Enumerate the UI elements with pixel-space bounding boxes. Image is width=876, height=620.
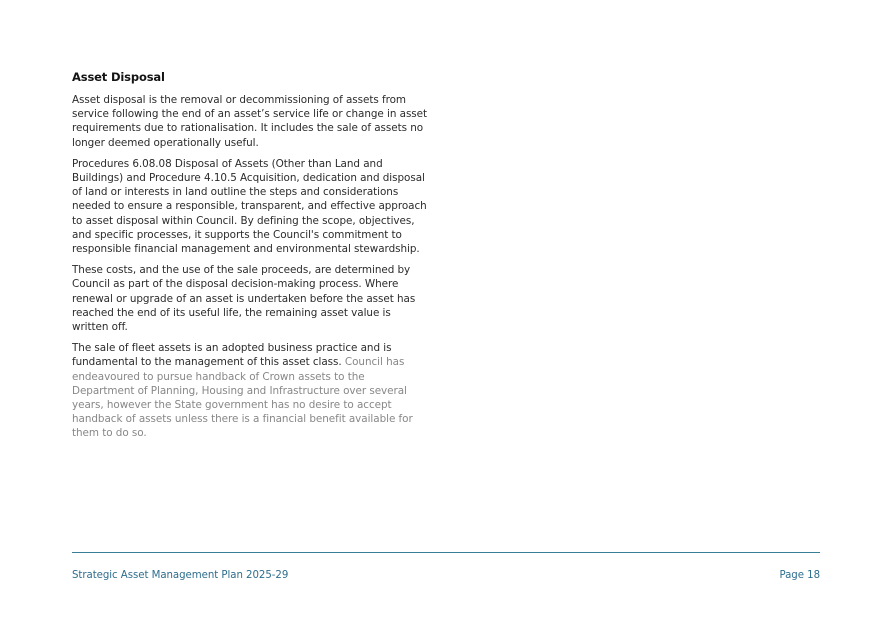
page-footer (72, 552, 820, 581)
page-content (72, 70, 429, 441)
paragraph-4-primary-run: The sale of fleet assets is an adopted business practice and is fundamental to the management of this asset class. (72, 342, 392, 369)
body-paragraph-2: Procedures 6.08.08 Disposal of Assets (Other than Land and Buildings) and Procedure 4.10.5 Acquisition, dedication and disposal of land or interests in land outline the steps and considerations needed to ensure a responsible, transparent, and effective approach to asset disposal within Council. By defining the scope, objectives, and specific processes, it supports the Council's commitment to responsible financial management and environmental stewardship. (72, 157, 427, 256)
footer-page-number: Page 18 (779, 570, 820, 581)
page-title: Asset Disposal (72, 70, 165, 84)
footer-row (72, 570, 820, 581)
footer-document-title: Strategic Asset Management Plan 2025-29 (72, 570, 289, 581)
body-paragraph-4 (72, 341, 429, 440)
footer-divider (72, 552, 820, 553)
paragraph-4-muted-run: Council has endeavoured to pursue handback of Crown assets to the Department of Planning, Housing and Infrastructure over several years, however the State government has no desire to accept handback of assets unless there is a financial benefit available for them to do so. (72, 356, 413, 440)
body-paragraph-3: These costs, and the use of the sale proceeds, are determined by Council as part of the disposal decision-making process. Where renewal or upgrade of an asset is undertaken before the asset has reached the end of its useful life, the remaining asset value is written off. (72, 264, 416, 334)
body-paragraph-1: Asset disposal is the removal or decommissioning of assets from service following the end of an asset’s service life or change in asset requirements due to rationalisation. It includes the sale of assets no longer deemed operationally useful. (72, 94, 428, 149)
